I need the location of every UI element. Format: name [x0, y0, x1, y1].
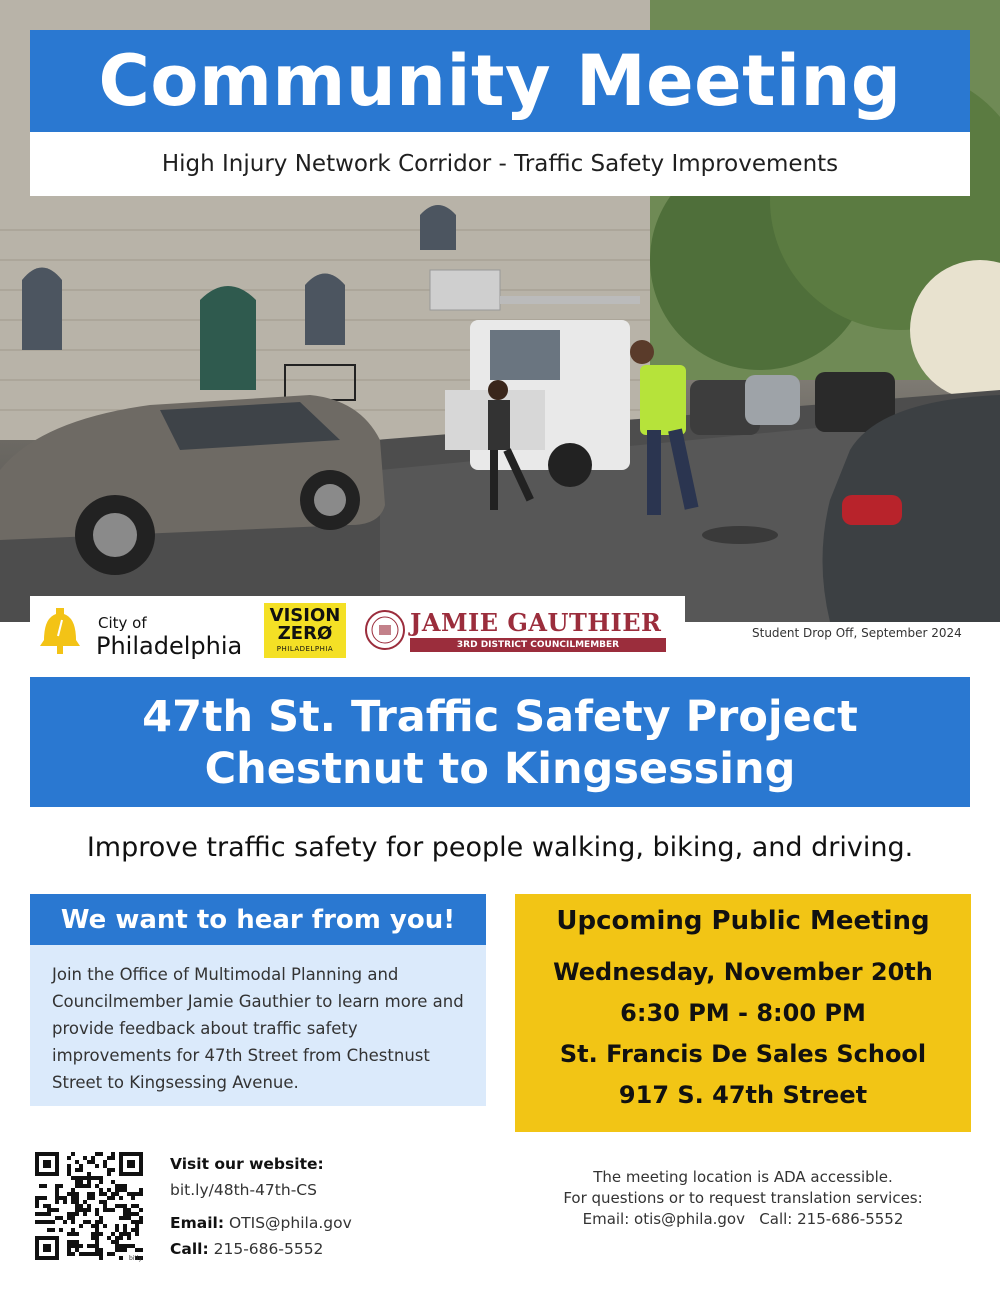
qr-module: [71, 1196, 75, 1200]
qr-module: [95, 1208, 99, 1212]
qr-module: [39, 1196, 43, 1200]
qr-module: [71, 1252, 75, 1256]
qr-module: [75, 1184, 79, 1188]
qr-module: [51, 1228, 55, 1232]
qr-module: [95, 1220, 99, 1224]
qr-module: [95, 1212, 99, 1216]
qr-module: [67, 1240, 71, 1244]
qr-module: [103, 1208, 107, 1212]
qr-module: [71, 1220, 75, 1224]
liberty-bell-icon: [38, 606, 82, 656]
qr-module: [91, 1244, 95, 1248]
qr-module: [119, 1256, 123, 1260]
qr-module: [95, 1152, 99, 1156]
qr-module: [115, 1188, 119, 1192]
qr-module: [123, 1248, 127, 1252]
qr-module: [99, 1216, 103, 1220]
qr-module: [67, 1168, 71, 1172]
qr-module: [43, 1220, 47, 1224]
project-extent: Chestnut to Kingsessing: [204, 744, 796, 794]
philadelphia-label: Philadelphia: [96, 632, 243, 660]
qr-module: [95, 1232, 99, 1236]
qr-module: [107, 1196, 111, 1200]
qr-code-icon: [33, 1150, 145, 1262]
qr-module: [123, 1232, 127, 1236]
qr-code[interactable]: [33, 1150, 145, 1262]
phone-label: Call:: [170, 1240, 209, 1258]
qr-module: [71, 1244, 75, 1248]
qr-module: [75, 1208, 79, 1212]
vision-zero-line1: VISION: [269, 605, 341, 626]
qr-module: [87, 1184, 91, 1188]
meeting-address: 917 S. 47th Street: [618, 1081, 868, 1109]
qr-module: [123, 1228, 127, 1232]
accessibility-line1: The meeting location is ADA accessible.: [593, 1168, 893, 1186]
qr-module: [75, 1176, 79, 1180]
qr-module: [139, 1220, 143, 1224]
qr-module: [107, 1252, 111, 1256]
qr-module: [95, 1248, 99, 1252]
qr-module: [99, 1152, 103, 1156]
qr-module: [79, 1164, 83, 1168]
city-of-philadelphia-logo: [38, 604, 258, 660]
qr-module: [127, 1212, 131, 1216]
qr-module: [59, 1196, 63, 1200]
qr-module: [55, 1196, 59, 1200]
qr-module: [47, 1204, 51, 1208]
qr-module: [67, 1172, 71, 1176]
accessibility-note: [515, 1167, 971, 1230]
qr-module: [119, 1248, 123, 1252]
qr-module: [115, 1204, 119, 1208]
qr-module: [87, 1220, 91, 1224]
qr-module: [99, 1252, 103, 1256]
qr-module: [127, 1208, 131, 1212]
project-title: 47th St. Traffic Safety Project: [142, 692, 858, 742]
qr-module: [79, 1208, 83, 1212]
qr-module: [43, 1196, 47, 1200]
qr-module: [71, 1176, 75, 1180]
qr-module: [115, 1192, 119, 1196]
photo-caption: Student Drop Off, September 2024: [752, 626, 962, 640]
city-seal-icon: [364, 609, 406, 651]
qr-module: [111, 1156, 115, 1160]
qr-module: [79, 1184, 83, 1188]
qr-module: [75, 1232, 79, 1236]
qr-module: [127, 1244, 131, 1248]
qr-module: [63, 1200, 67, 1204]
qr-module: [75, 1212, 79, 1216]
qr-module: [67, 1156, 71, 1160]
qr-module: [67, 1212, 71, 1216]
website-label-row: [170, 1155, 324, 1173]
qr-module: [71, 1216, 75, 1220]
qr-module: [103, 1204, 107, 1208]
qr-module: [135, 1232, 139, 1236]
qr-module: [135, 1220, 139, 1224]
qr-module: [111, 1240, 115, 1244]
qr-module: [67, 1232, 71, 1236]
qr-module: [59, 1228, 63, 1232]
qr-module: [95, 1240, 99, 1244]
feedback-box: [30, 945, 486, 1106]
qr-module: [99, 1180, 103, 1184]
qr-module: [79, 1168, 83, 1172]
qr-module: [75, 1240, 79, 1244]
qr-module: [75, 1196, 79, 1200]
qr-module: [131, 1228, 135, 1232]
qr-module: [71, 1152, 75, 1156]
qr-module: [135, 1224, 139, 1228]
qr-module: [59, 1184, 63, 1188]
project-banner: [30, 677, 970, 807]
qr-module: [39, 1212, 43, 1216]
qr-module: [91, 1156, 95, 1160]
qr-module: [47, 1212, 51, 1216]
qr-module: [111, 1192, 115, 1196]
councilmember-role: 3RD DISTRICT COUNCILMEMBER: [410, 638, 666, 652]
qr-module: [83, 1220, 87, 1224]
phone-number[interactable]: 215-686-5552: [213, 1240, 324, 1258]
website-label: Visit our website:: [170, 1155, 324, 1173]
accessibility-line2: For questions or to request translation services:: [563, 1189, 923, 1207]
qr-module: [87, 1172, 91, 1176]
qr-module: [67, 1244, 71, 1248]
qr-module: [43, 1184, 47, 1188]
email-link[interactable]: OTIS@phila.gov: [228, 1214, 352, 1232]
qr-module: [67, 1248, 71, 1252]
page-title: Community Meeting: [98, 40, 902, 122]
qr-module: [91, 1176, 95, 1180]
meeting-date: Wednesday, November 20th: [553, 958, 933, 986]
qr-module: [87, 1180, 91, 1184]
qr-module: [95, 1252, 99, 1256]
qr-module: [139, 1188, 143, 1192]
qr-module: [83, 1184, 87, 1188]
feedback-heading-bar: [30, 894, 486, 945]
qr-module: [75, 1160, 79, 1164]
qr-module: [79, 1204, 83, 1208]
qr-module: [35, 1196, 39, 1200]
qr-module: [99, 1232, 103, 1236]
qr-module: [107, 1236, 111, 1240]
qr-module: [119, 1188, 123, 1192]
meeting-heading: Upcoming Public Meeting: [556, 906, 930, 936]
qr-module: [91, 1236, 95, 1240]
qr-module: [119, 1216, 123, 1220]
qr-module: [119, 1196, 123, 1200]
qr-module: [83, 1176, 87, 1180]
qr-module: [87, 1192, 91, 1196]
qr-module: [107, 1188, 111, 1192]
qr-module: [83, 1156, 87, 1160]
qr-module: [135, 1204, 139, 1208]
website-row: [170, 1181, 317, 1199]
qr-module: [139, 1208, 143, 1212]
email-row: [170, 1214, 352, 1232]
qr-module: [115, 1236, 119, 1240]
qr-module: [123, 1212, 127, 1216]
qr-module: [131, 1196, 135, 1200]
qr-module: [71, 1228, 75, 1232]
qr-module: [115, 1224, 119, 1228]
qr-module: [39, 1220, 43, 1224]
qr-module: [103, 1200, 107, 1204]
qr-module: [67, 1252, 71, 1256]
qr-module: [87, 1176, 91, 1180]
qr-module: [107, 1156, 111, 1160]
qr-module: [119, 1204, 123, 1208]
qr-module: [119, 1244, 123, 1248]
qr-module: [139, 1248, 143, 1252]
qr-module: [67, 1216, 71, 1220]
qr-module: [111, 1168, 115, 1172]
qr-module: [107, 1168, 111, 1172]
qr-module: [67, 1164, 71, 1168]
councilmember-logo: [364, 606, 674, 656]
qr-module: [55, 1188, 59, 1192]
qr-module: [111, 1232, 115, 1236]
qr-module: [123, 1224, 127, 1228]
qr-module: [91, 1252, 95, 1256]
qr-module: [135, 1228, 139, 1232]
qr-module: [55, 1216, 59, 1220]
qr-module: [127, 1216, 131, 1220]
qr-module: [75, 1168, 79, 1172]
project-tagline: Improve traffic safety for people walking, biking, and driving.: [86, 832, 914, 863]
qr-module: [87, 1252, 91, 1256]
qr-module: [63, 1220, 67, 1224]
qr-module: [71, 1232, 75, 1236]
qr-module: [119, 1232, 123, 1236]
qr-module: [95, 1244, 99, 1248]
vision-zero-line3: PHILADELPHIA: [276, 645, 334, 653]
qr-module: [111, 1252, 115, 1256]
qr-brand: bitly: [129, 1255, 143, 1262]
qr-module: [75, 1192, 79, 1196]
meeting-time: 6:30 PM - 8:00 PM: [620, 999, 866, 1027]
qr-module: [35, 1204, 39, 1208]
qr-module: [91, 1160, 95, 1164]
qr-module: [71, 1240, 75, 1244]
qr-module: [55, 1192, 59, 1196]
feedback-body: Join the Office of Multimodal Planning and Councilmember Jamie Gauthier to learn more and provide feedback about traffic safety improvements for 47th Street from Chestnust Street to Kingsessing Avenue.: [52, 965, 464, 1092]
page-subtitle: High Injury Network Corridor - Traffic Safety Improvements: [161, 151, 839, 177]
qr-module: [123, 1204, 127, 1208]
qr-module: [75, 1200, 79, 1204]
qr-module: [51, 1208, 55, 1212]
qr-module: [131, 1212, 135, 1216]
qr-module: [47, 1228, 51, 1232]
qr-module: [135, 1212, 139, 1216]
qr-module: [95, 1236, 99, 1240]
qr-module: [59, 1216, 63, 1220]
qr-module: [123, 1184, 127, 1188]
qr-module: [131, 1244, 135, 1248]
qr-module: [75, 1244, 79, 1248]
qr-module: [127, 1192, 131, 1196]
qr-module: [95, 1228, 99, 1232]
qr-module: [111, 1180, 115, 1184]
qr-module: [87, 1244, 91, 1248]
qr-module: [99, 1248, 103, 1252]
qr-module: [127, 1236, 131, 1240]
qr-module: [91, 1196, 95, 1200]
qr-module: [107, 1208, 111, 1212]
qr-module: [71, 1212, 75, 1216]
qr-module: [87, 1196, 91, 1200]
meeting-venue: St. Francis De Sales School: [559, 1040, 927, 1068]
qr-module: [99, 1220, 103, 1224]
qr-module: [83, 1208, 87, 1212]
qr-module: [43, 1204, 47, 1208]
qr-module: [131, 1192, 135, 1196]
qr-module: [103, 1192, 107, 1196]
qr-module: [43, 1212, 47, 1216]
qr-module: [87, 1204, 91, 1208]
qr-module: [95, 1184, 99, 1188]
qr-module: [95, 1224, 99, 1228]
qr-module: [99, 1256, 103, 1260]
qr-module: [71, 1188, 75, 1192]
qr-module: [103, 1160, 107, 1164]
qr-module: [75, 1248, 79, 1252]
councilmember-name: JAMIE GAUTHIER: [410, 608, 662, 637]
website-link[interactable]: bit.ly/48th-47th-CS: [170, 1181, 317, 1199]
qr-module: [99, 1188, 103, 1192]
phone-row: [170, 1240, 323, 1258]
qr-module: [103, 1164, 107, 1168]
qr-module: [123, 1208, 127, 1212]
qr-module: [123, 1188, 127, 1192]
qr-module: [99, 1192, 103, 1196]
title-banner: [30, 30, 970, 132]
qr-module: [35, 1220, 39, 1224]
city-of-label: City of: [98, 614, 147, 632]
qr-module: [47, 1220, 51, 1224]
qr-module: [47, 1208, 51, 1212]
qr-module: [119, 1236, 123, 1240]
qr-module: [55, 1208, 59, 1212]
qr-module: [99, 1200, 103, 1204]
qr-module: [107, 1172, 111, 1176]
qr-module: [79, 1224, 83, 1228]
qr-module: [79, 1244, 83, 1248]
qr-module: [51, 1220, 55, 1224]
qr-module: [55, 1200, 59, 1204]
qr-module: [91, 1224, 95, 1228]
qr-module: [123, 1244, 127, 1248]
qr-module: [63, 1196, 67, 1200]
qr-module: [103, 1224, 107, 1228]
qr-module: [139, 1216, 143, 1220]
qr-module: [95, 1164, 99, 1168]
email-label: Email:: [170, 1214, 225, 1232]
qr-module: [123, 1216, 127, 1220]
qr-module: [99, 1176, 103, 1180]
qr-module: [83, 1252, 87, 1256]
qr-module: [67, 1192, 71, 1196]
qr-module: [91, 1232, 95, 1236]
qr-module: [79, 1252, 83, 1256]
qr-module: [115, 1228, 119, 1232]
qr-module: [75, 1180, 79, 1184]
qr-module: [115, 1184, 119, 1188]
vision-zero-line2: ZERØ: [277, 623, 333, 644]
qr-module: [135, 1192, 139, 1196]
qr-module: [111, 1196, 115, 1200]
qr-module: [35, 1212, 39, 1216]
qr-module: [115, 1240, 119, 1244]
qr-module: [83, 1212, 87, 1216]
vision-zero-logo: [264, 603, 346, 658]
qr-module: [91, 1192, 95, 1196]
qr-module: [71, 1200, 75, 1204]
qr-module: [79, 1180, 83, 1184]
qr-module: [71, 1192, 75, 1196]
qr-module: [75, 1204, 79, 1208]
qr-module: [111, 1152, 115, 1156]
qr-module: [127, 1232, 131, 1236]
qr-module: [87, 1208, 91, 1212]
qr-module: [131, 1204, 135, 1208]
qr-module: [115, 1244, 119, 1248]
qr-module: [87, 1160, 91, 1164]
qr-module: [35, 1200, 39, 1204]
qr-module: [131, 1220, 135, 1224]
qr-module: [115, 1248, 119, 1252]
qr-module: [55, 1184, 59, 1188]
qr-module: [95, 1176, 99, 1180]
feedback-heading: We want to hear from you!: [60, 904, 456, 935]
meeting-box: [515, 894, 971, 1132]
qr-module: [79, 1176, 83, 1180]
qr-module: [139, 1192, 143, 1196]
qr-module: [83, 1200, 87, 1204]
qr-module: [39, 1184, 43, 1188]
qr-module: [135, 1248, 139, 1252]
accessibility-line3: Email: otis@phila.gov Call: 215-686-5552: [582, 1210, 904, 1228]
qr-module: [119, 1184, 123, 1188]
subtitle-banner: [30, 132, 970, 196]
qr-module: [111, 1208, 115, 1212]
logo-strip: [30, 596, 685, 666]
